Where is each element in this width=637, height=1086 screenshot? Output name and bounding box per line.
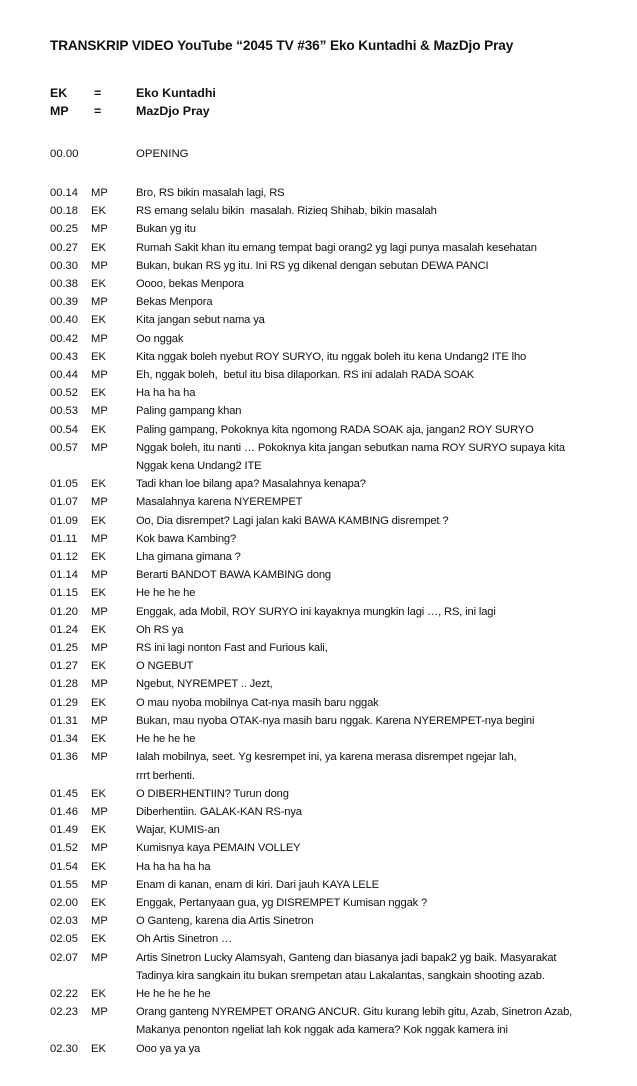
- transcript-line: [50, 330, 620, 348]
- speaker-code: EK: [91, 314, 106, 327]
- transcript-line: [50, 493, 620, 511]
- transcript-line: [50, 275, 620, 293]
- speaker-code: MP: [91, 405, 108, 418]
- speaker-code: EK: [91, 350, 106, 363]
- transcript-line: [50, 785, 620, 803]
- speaker-code: EK: [91, 824, 106, 837]
- page-title: TRANSKRIP VIDEO YouTube “2045 TV #36” Eko Kuntadhi & MazDjo Pray: [50, 38, 514, 53]
- transcript-line: [50, 876, 620, 894]
- timestamp: 01.27: [50, 660, 78, 673]
- timestamp: 01.12: [50, 551, 78, 564]
- line-text: O DIBERHENTIIN? Turun dong: [136, 787, 289, 800]
- timestamp: 00.27: [50, 241, 78, 254]
- line-text: Bukan, mau nyoba OTAK-nya masih baru nggak. Karena NYEREMPET-nya begini: [136, 714, 535, 727]
- line-text: Bekas Menpora: [136, 296, 213, 309]
- legend-name: Eko Kuntadhi: [136, 86, 216, 100]
- timestamp: 01.52: [50, 842, 78, 855]
- speaker-code: MP: [91, 223, 108, 236]
- transcript-line: [50, 439, 620, 475]
- speaker-code: EK: [91, 696, 106, 709]
- transcript-line: [50, 803, 620, 821]
- timestamp: 01.24: [50, 623, 78, 636]
- speaker-code: MP: [91, 805, 108, 818]
- line-text: Paling gampang, Pokoknya kita ngomong RADA SOAK aja, jangan2 ROY SURYO: [136, 423, 534, 436]
- line-text: Ngebut, NYREMPET .. Jezt,: [136, 678, 273, 691]
- line-text: He he he he: [136, 587, 196, 600]
- speaker-legend: [50, 86, 610, 122]
- transcript-line: [50, 949, 620, 985]
- line-text: Ooo ya ya ya: [136, 1042, 201, 1055]
- timestamp: 00.30: [50, 259, 78, 272]
- line-text: Kita jangan sebut nama ya: [136, 314, 265, 327]
- line-text: Nggak boleh, itu nanti … Pokoknya kita jangan sebutkan nama ROY SURYO supaya kita Nggak kena Undang2 ITE: [136, 441, 565, 473]
- timestamp: 00.25: [50, 223, 78, 236]
- transcript-line: [50, 930, 620, 948]
- timestamp: 00.53: [50, 405, 78, 418]
- speaker-code: EK: [91, 860, 106, 873]
- timestamp: 00.57: [50, 441, 78, 454]
- line-text: O NGEBUT: [136, 660, 194, 673]
- speaker-code: MP: [91, 532, 108, 545]
- line-text: Enggak, Pertanyaan gua, yg DISREMPET Kumisan nggak ?: [136, 896, 428, 909]
- transcript-line: [50, 639, 620, 657]
- transcript-line: [50, 584, 620, 602]
- line-text: RS emang selalu bikin masalah. Rizieq Shihab, bikin masalah: [136, 205, 437, 218]
- line-text: Oh RS ya: [136, 623, 184, 636]
- transcript-line: [50, 293, 620, 311]
- line-text: He he he he: [136, 733, 196, 746]
- timestamp: 02.05: [50, 933, 78, 946]
- speaker-code: MP: [91, 259, 108, 272]
- transcript-line: [50, 202, 620, 220]
- speaker-code: EK: [91, 787, 106, 800]
- speaker-code: EK: [91, 205, 106, 218]
- legend-row: [50, 86, 610, 104]
- timestamp: 01.07: [50, 496, 78, 509]
- speaker-code: EK: [91, 423, 106, 436]
- transcript-line: [50, 402, 620, 420]
- legend-equals: =: [94, 104, 102, 118]
- transcript-line: [50, 311, 620, 329]
- line-text: Wajar, KUMIS-an: [136, 824, 220, 837]
- timestamp: 02.30: [50, 1042, 78, 1055]
- speaker-code: EK: [91, 278, 106, 291]
- speaker-code: MP: [91, 878, 108, 891]
- timestamp: 01.34: [50, 733, 78, 746]
- timestamp: 00.18: [50, 205, 78, 218]
- speaker-code: MP: [91, 751, 108, 764]
- line-text: Masalahnya karena NYEREMPET: [136, 496, 303, 509]
- speaker-code: MP: [91, 642, 108, 655]
- line-text: Tadi khan loe bilang apa? Masalahnya kenapa?: [136, 478, 366, 491]
- timestamp: 01.45: [50, 787, 78, 800]
- transcript-line: [50, 675, 620, 693]
- speaker-code: EK: [91, 733, 106, 746]
- speaker-code: MP: [91, 678, 108, 691]
- timestamp: 00.42: [50, 332, 78, 345]
- transcript-line: [50, 621, 620, 639]
- transcript-line: [50, 220, 620, 238]
- transcript-line: [50, 912, 620, 930]
- line-text: RS ini lagi nonton Fast and Furious kali,: [136, 642, 328, 655]
- timestamp: 00.52: [50, 387, 78, 400]
- timestamp: 00.38: [50, 278, 78, 291]
- transcript-line: [50, 257, 620, 275]
- line-text: Rumah Sakit khan itu emang tempat bagi orang2 yg lagi punya masalah kesehatan: [136, 241, 537, 254]
- timestamp: 02.23: [50, 1006, 78, 1019]
- timestamp: 01.31: [50, 714, 78, 727]
- speaker-code: EK: [91, 660, 106, 673]
- timestamp: 01.55: [50, 878, 78, 891]
- timestamp: 02.00: [50, 896, 78, 909]
- transcript-line: [50, 239, 620, 257]
- line-text: Ha ha ha ha: [136, 387, 196, 400]
- speaker-code: MP: [91, 842, 108, 855]
- timestamp: 01.14: [50, 569, 78, 582]
- timestamp: 00.44: [50, 369, 78, 382]
- line-text: Lha gimana gimana ?: [136, 551, 241, 564]
- timestamp: 00.43: [50, 350, 78, 363]
- speaker-code: MP: [91, 496, 108, 509]
- line-text: He he he he he: [136, 987, 211, 1000]
- transcript-line: [50, 530, 620, 548]
- speaker-code: MP: [91, 915, 108, 928]
- transcript-line: [50, 694, 620, 712]
- line-text: Orang ganteng NYREMPET ORANG ANCUR. Gitu kurang lebih gitu, Azab, Sinetron Azab, Makanya penonton ngeliat lah kok nggak ada kamera? Kok nggak kamera ini: [136, 1006, 573, 1037]
- timestamp: 01.05: [50, 478, 78, 491]
- timestamp: 00.40: [50, 314, 78, 327]
- timestamp: 01.28: [50, 678, 78, 691]
- timestamp: 01.20: [50, 605, 78, 618]
- speaker-code: EK: [91, 241, 106, 254]
- transcript-line: [50, 603, 620, 621]
- transcript-line: [50, 384, 620, 402]
- line-text: Diberhentiin. GALAK-KAN RS-nya: [136, 805, 302, 818]
- line-text: Enam di kanan, enam di kiri. Dari jauh KAYA LELE: [136, 878, 379, 891]
- speaker-code: MP: [91, 569, 108, 582]
- speaker-code: MP: [91, 369, 108, 382]
- timestamp: 00.14: [50, 187, 78, 199]
- line-text: Kita nggak boleh nyebut ROY SURYO, itu nggak boleh itu kena Undang2 ITE lho: [136, 350, 527, 363]
- timestamp: 00.54: [50, 423, 78, 436]
- transcript-line: [50, 512, 620, 530]
- speaker-code: EK: [91, 387, 106, 400]
- line-text: Eh, nggak boleh, betul itu bisa dilaporkan. RS ini adalah RADA SOAK: [136, 369, 475, 382]
- timestamp: 02.07: [50, 951, 78, 964]
- line-text: Bukan yg itu: [136, 223, 196, 236]
- speaker-code: MP: [91, 605, 108, 618]
- legend-abbr: MP: [50, 104, 69, 118]
- line-text: Artis Sinetron Lucky Alamsyah, Ganteng dan biasanya jadi bapak2 yg baik. Masyarakat Tadinya kira sangkain itu bukan srempetan atau Lakalantas, sangkain shooting azab.: [136, 951, 557, 982]
- speaker-code: MP: [91, 951, 108, 964]
- speaker-code: EK: [91, 587, 106, 600]
- speaker-code: EK: [91, 1042, 106, 1055]
- line-text: Oh Artis Sinetron …: [136, 933, 233, 946]
- speaker-code: EK: [91, 478, 106, 491]
- line-text: Bukan, bukan RS yg itu. Ini RS yg dikenal dengan sebutan DEWA PANCI: [136, 259, 489, 272]
- timestamp: 02.22: [50, 987, 78, 1000]
- timestamp: 01.15: [50, 587, 78, 600]
- speaker-code: EK: [91, 623, 106, 636]
- line-text: Oooo, bekas Menpora: [136, 278, 244, 291]
- speaker-code: MP: [91, 1006, 108, 1019]
- transcript-line: [50, 366, 620, 384]
- transcript-line: [50, 712, 620, 730]
- timestamp: 02.03: [50, 915, 78, 928]
- speaker-code: EK: [91, 551, 106, 564]
- timestamp: 00.00: [50, 148, 79, 160]
- line-text: O mau nyoba mobilnya Cat-nya masih baru nggak: [136, 696, 379, 709]
- timestamp: 01.11: [50, 532, 78, 545]
- timestamp: 01.25: [50, 642, 78, 655]
- line-text: Ialah mobilnya, seet. Yg kesrempet ini, ya karena merasa disrempet ngejar lah, rrrt berhenti.: [136, 751, 517, 782]
- line-text: O Ganteng, karena dia Artis Sinetron: [136, 915, 314, 928]
- transcript-line: [50, 730, 620, 748]
- transcript-line: [50, 985, 620, 1003]
- transcript-line: [50, 1040, 620, 1058]
- speaker-code: MP: [91, 714, 108, 727]
- transcript-line: [50, 348, 620, 366]
- transcript-line: [50, 894, 620, 912]
- line-text: Paling gampang khan: [136, 405, 242, 418]
- line-text: Oo nggak: [136, 332, 184, 345]
- transcript-line: [50, 821, 620, 839]
- transcript-list: [50, 184, 620, 1058]
- opening-line: [50, 148, 610, 166]
- line-text: Berarti BANDOT BAWA KAMBING dong: [136, 569, 331, 582]
- timestamp: 01.09: [50, 514, 78, 527]
- legend-equals: =: [94, 86, 102, 100]
- speaker-code: MP: [91, 296, 108, 309]
- speaker-code: MP: [91, 441, 108, 454]
- speaker-code: EK: [91, 933, 106, 946]
- line-text: Bro, RS bikin masalah lagi, RS: [136, 187, 285, 199]
- transcript-line: [50, 839, 620, 857]
- speaker-code: EK: [91, 896, 106, 909]
- line-text: Kumisnya kaya PEMAIN VOLLEY: [136, 842, 301, 855]
- transcript-line: [50, 421, 620, 439]
- transcript-line: [50, 1003, 620, 1039]
- line-text: Enggak, ada Mobil, ROY SURYO ini kayaknya mungkin lagi …, RS, ini lagi: [136, 605, 496, 618]
- line-text: Kok bawa Kambing?: [136, 532, 237, 545]
- transcript-line: [50, 548, 620, 566]
- speaker-code: MP: [91, 187, 108, 199]
- transcript-line: [50, 184, 620, 202]
- timestamp: 01.49: [50, 824, 78, 837]
- transcript-line: [50, 858, 620, 876]
- legend-name: MazDjo Pray: [136, 104, 210, 118]
- timestamp: 00.39: [50, 296, 78, 309]
- line-text: Oo, Dia disrempet? Lagi jalan kaki BAWA KAMBING disrempet ?: [136, 514, 449, 527]
- speaker-code: EK: [91, 514, 106, 527]
- line-text: OPENING: [136, 148, 189, 160]
- transcript-line: [50, 475, 620, 493]
- transcript-line: [50, 657, 620, 675]
- line-text: Ha ha ha ha ha: [136, 860, 211, 873]
- timestamp: 01.46: [50, 805, 78, 818]
- legend-abbr: EK: [50, 86, 68, 100]
- timestamp: 01.36: [50, 751, 78, 764]
- transcript-line: [50, 748, 620, 784]
- timestamp: 01.29: [50, 696, 78, 709]
- timestamp: 01.54: [50, 860, 78, 873]
- speaker-code: MP: [91, 332, 108, 345]
- legend-row: [50, 104, 610, 122]
- transcript-line: [50, 566, 620, 584]
- speaker-code: EK: [91, 987, 106, 1000]
